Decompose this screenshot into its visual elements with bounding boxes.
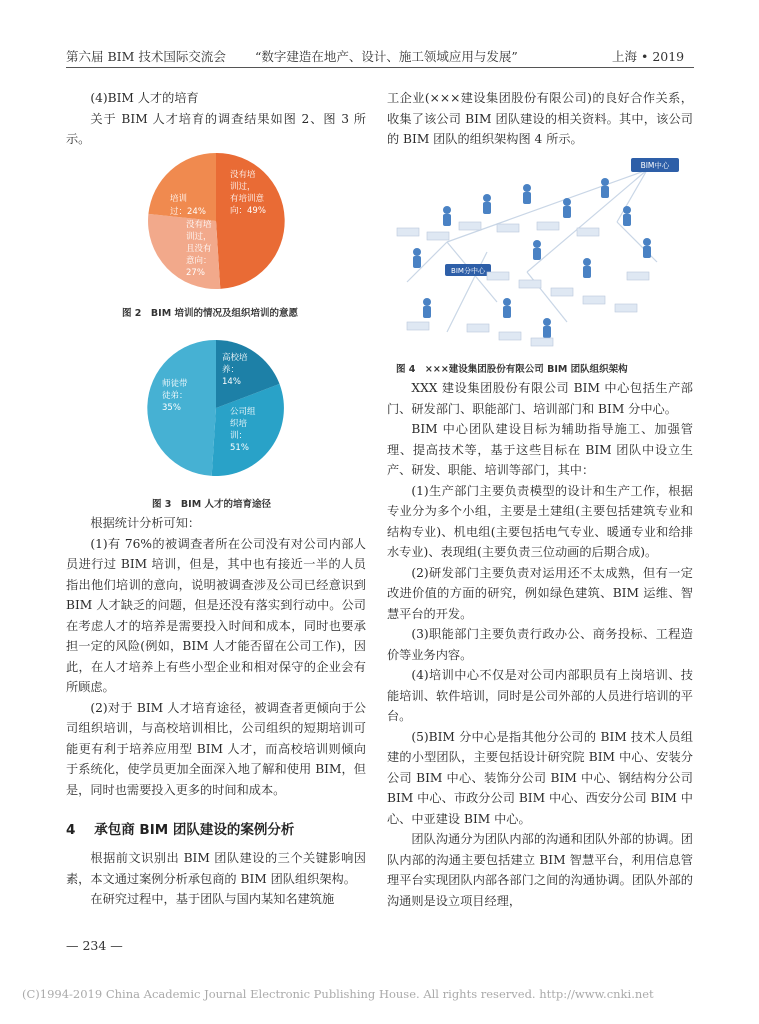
right-column-body	[387, 378, 693, 911]
left-column-bottom	[66, 848, 366, 910]
label-school: 高校培 养： 14%	[222, 353, 248, 387]
section-title: 承包商 BIM 团队建设的案例分析	[94, 822, 295, 838]
fig4-top-label: BIM中心	[640, 161, 670, 170]
paragraph-case-continued: 工企业(×××建设集团股份有限公司)的良好合作关系，收集了该公司 BIM 团队建设的相关资料。其中，该公司的 BIM 团队的组织架构图 4 所示。	[387, 91, 693, 146]
paragraph-point-2: (2)对于 BIM 人才培育途径，被调查者更倾向于公司组织培训，与高校培训相比，公司组织的短期培训可能更有利于培养应用型 BIM 人才，而高校培训则倾向于系统化，使学员更加全面深入地了解和使用 BIM，但是，同时也需要投入更多的时间和成本。	[66, 700, 366, 797]
figure3-pie-chart	[66, 328, 366, 488]
subsection-heading: (4)BIM 人才的培育	[90, 91, 199, 105]
left-column-body	[66, 513, 366, 800]
header-location: 上海 • 2019	[612, 49, 685, 64]
paragraph-point-1: (1)有 76%的被调查者所在公司没有对公司内部人员进行过 BIM 培训，但是，其中也有接近一半的人员指出他们培训的意向，说明被调查涉及公司已经意识到 BIM 人才缺乏的问题，但是还没有落实到行动中。公司在考虑人才的培养是需要投入时间和成本，同时也要承担一定的风险(例如，BIM 人才能否留在公司工作)，因此，在人才培养上有些小型企业和相对保守的企业会有所顾虑。	[66, 536, 366, 694]
header-conference: 第六届 BIM 技术国际交流会	[66, 49, 226, 64]
paragraph-summary: 根据统计分析可知：	[90, 516, 201, 530]
paragraph-communication: 团队沟通分为团队内部的沟通和团队外部的协调。团队内部的沟通主要包括建立 BIM 智慧平台，利用信息管理平台实现团队内部各部门之间的沟通协调。团队外部的沟通则是设立项目经理，	[387, 832, 693, 908]
label-intend: 没有培 训过， 有培训意 向：49%	[230, 170, 266, 216]
figure3-caption: 图 3 BIM 人才的培育途径	[152, 499, 271, 510]
left-column-top	[66, 88, 366, 150]
paragraph-research: (2)研发部门主要负责对运用还不太成熟，但有一定改进价值的方面的研究，例如绿色建筑、BIM 运维、智慧平台的开发。	[387, 565, 693, 621]
label-mentor: 师徒带 徒弟： 35%	[162, 379, 188, 413]
intro-paragraph: 关于 BIM 人才培育的调查结果如图 2、图 3 所示。	[66, 111, 366, 146]
paragraph-case-intro: 根据前文识别出 BIM 团队建设的三个关键影响因素，本文通过案例分析承包商的 BIM 团队组织架构。	[66, 851, 366, 886]
label-no-intend: 没有培 训过， 且没有 意向： 27%	[186, 220, 212, 278]
header-rule	[66, 67, 694, 68]
figure2-caption: 图 2 BIM 培训的情况及组织培训的意愿	[122, 308, 298, 319]
figure2-pie-chart	[66, 148, 366, 298]
copyright-footer: (C)1994-2019 China Academic Journal Electronic Publishing House. All rights reserved. http://www.cnki.net	[22, 987, 654, 1001]
paragraph-bim-center: XXX 建设集团股份有限公司 BIM 中心包括生产部门、研发部门、职能部门、培训部门和 BIM 分中心。	[387, 381, 693, 416]
figure4-org-chart	[387, 152, 693, 352]
paragraph-functional: (3)职能部门主要负责行政办公、商务投标、工程造价等业务内容。	[387, 627, 693, 662]
pie-slice-mentor	[147, 340, 216, 476]
fig4-mid-label: BIM分中心	[451, 267, 485, 275]
header-theme: “数字建造在地产、设计、施工领域应用与发展”	[255, 49, 518, 64]
label-trained: 培训 过：24%	[170, 194, 206, 217]
paragraph-production: (1)生产部门主要负责模型的设计和生产工作，根据专业分为多个小组，主要是土建组(主要包括建筑专业和结构专业)、机电组(主要包括电气专业、暖通专业和给排水专业)、表现组(主要负责三位动画的后期合成)。	[387, 483, 693, 559]
paragraph-case-start: 在研究过程中，基于团队与国内某知名建筑施	[90, 892, 335, 906]
paragraph-training: (4)培训中心不仅是对公司内部职员有上岗培训、技能培训、软件培训，同时是公司外部的人员进行培训的平台。	[387, 668, 693, 723]
right-column-top	[387, 88, 693, 150]
page-number: — 234 —	[66, 938, 123, 953]
paragraph-sub-centers: (5)BIM 分中心是指其他分公司的 BIM 技术人员组建的小型团队，主要包括设计研究院 BIM 中心、安装分公司 BIM 中心、装饰分公司 BIM 中心、钢结构分公司 BIM 中心、市政分公司 BIM 中心、西安分公司 BIM 中心、中亚建设 BIM 中心。	[387, 729, 693, 826]
section-number: 4	[66, 822, 76, 838]
section-heading	[66, 818, 294, 838]
label-company: 公司组 织培 训： 51%	[230, 407, 256, 453]
figure4-caption: 图 4 ×××建设集团股份有限公司 BIM 团队组织架构	[396, 364, 628, 375]
paragraph-goals: BIM 中心团队建设目标为辅助指导施工、加强管理、提高技术等，基于这些目标在 BIM 团队中设立生产、研发、职能、培训等部门，其中：	[387, 422, 693, 477]
